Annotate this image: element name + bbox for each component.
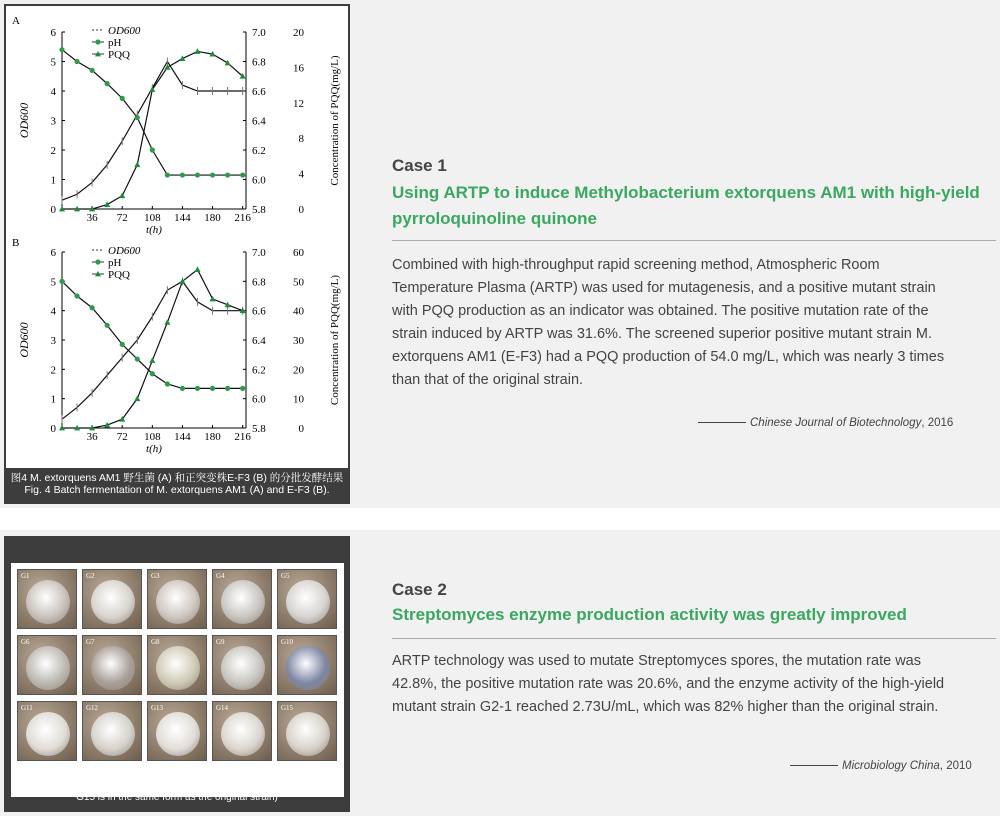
y-tick-label-pqq: 20 (293, 27, 304, 39)
colony-disc (26, 712, 70, 756)
case2-label: Case 2 (392, 580, 447, 599)
data-point-ph (135, 356, 140, 361)
data-point-ph (240, 172, 245, 177)
case2-journal: Microbiology China (842, 760, 940, 772)
y-tick-label-left: 2 (50, 364, 56, 377)
colony-g2 (82, 569, 142, 629)
colony-g15 (277, 701, 337, 761)
y-tick-label-ph: 6.6 (252, 305, 266, 318)
data-point-ph (90, 68, 95, 73)
colony-label: G15 (281, 704, 294, 712)
data-point-ph (225, 386, 230, 391)
data-point-pqq (104, 201, 110, 207)
y-tick-label-left: 5 (50, 56, 56, 69)
y-axis-label-right: Concentration of PQQ(mg/L) (329, 274, 341, 406)
data-point-pqq (134, 395, 140, 401)
case1-label: Case 1 (392, 156, 447, 175)
colony-g13 (147, 701, 207, 761)
colony-disc (26, 646, 70, 690)
x-tick-label: 72 (116, 431, 128, 443)
data-point-ph (150, 371, 155, 376)
colony-disc (221, 712, 265, 756)
colony-photo (11, 563, 344, 797)
colony-disc (156, 646, 200, 690)
y-tick-label-ph: 6.0 (252, 393, 266, 406)
panel-letter: A (12, 15, 20, 27)
data-point-ph (74, 59, 79, 64)
colony-disc (221, 580, 265, 624)
y-tick-label-ph: 6.2 (252, 145, 266, 157)
case1-year: 2016 (927, 417, 954, 429)
x-tick-label: 72 (116, 212, 128, 224)
y-tick-label-ph: 7.0 (252, 27, 266, 39)
data-point-ph (120, 96, 125, 101)
y-tick-label-left: 3 (50, 335, 56, 347)
y-tick-label-pqq: 30 (293, 335, 304, 347)
x-tick-label: 108 (144, 431, 161, 443)
y-tick-label-pqq: 0 (298, 423, 304, 435)
y-tick-label-left: 5 (50, 276, 56, 289)
colony-disc (26, 580, 70, 624)
data-point-ph (225, 172, 230, 177)
colony-g6 (17, 635, 77, 695)
y-tick-label-pqq: 0 (298, 204, 304, 216)
series-line-od600 (62, 62, 243, 201)
y-tick-label-pqq: 10 (293, 393, 304, 406)
data-point-ph (210, 172, 215, 177)
case1-figure-caption (4, 472, 350, 496)
y-tick-label-pqq: 8 (298, 133, 304, 146)
colony-g8 (147, 635, 207, 695)
y-axis-label-right: Concentration of PQQ(mg/L) (329, 55, 341, 186)
legend-marker-ph (95, 39, 100, 44)
legend-label: PQQ (108, 269, 131, 281)
fermentation-chart-svg (6, 6, 348, 468)
data-point-ph (165, 172, 170, 177)
colony-label: G11 (21, 704, 33, 712)
legend-marker-ph (95, 259, 100, 264)
y-tick-label-pqq: 20 (293, 364, 304, 377)
colony-g10 (277, 635, 337, 695)
y-tick-label-left: 4 (50, 305, 56, 318)
colony-label: G2 (86, 572, 95, 580)
colony-g11 (17, 701, 77, 761)
colony-disc (286, 580, 330, 624)
x-tick-label: 108 (144, 212, 161, 224)
case2-title: Streptomyces enzyme production activity was greatly improved (392, 605, 907, 624)
colony-disc (156, 580, 200, 624)
y-tick-label-ph: 6.4 (252, 115, 266, 128)
colony-disc (221, 646, 265, 690)
y-tick-label-pqq: 16 (293, 62, 304, 75)
colony-g1 (17, 569, 77, 629)
colony-label: G3 (151, 572, 160, 580)
colony-g3 (147, 569, 207, 629)
y-tick-label-left: 0 (50, 423, 56, 435)
x-tick-label: 36 (86, 212, 98, 224)
data-point-ph (180, 386, 185, 391)
x-axis-label: t(h) (146, 224, 162, 236)
case2-figure-caption: Typical colony characteristics after ARTP mutagenesis (g1-g14 is typical colony representatives with different morphology from the original strain; G15 is in the same form as the original strain) (17, 768, 337, 803)
y-tick-label-left: 2 (50, 145, 56, 157)
data-point-ph (120, 342, 125, 347)
x-tick-label: 144 (174, 431, 191, 443)
colony-g12 (82, 701, 142, 761)
x-tick-label: 180 (204, 212, 221, 224)
y-tick-label-left: 3 (50, 115, 56, 128)
colony-disc (91, 712, 135, 756)
y-tick-label-pqq: 50 (293, 276, 304, 289)
case2-figure (4, 536, 350, 812)
legend-label: pH (108, 257, 122, 269)
legend-label: pH (108, 37, 122, 49)
case1-divider (392, 240, 996, 241)
data-point-ph (195, 172, 200, 177)
fermentation-chart (6, 6, 348, 468)
y-tick-label-pqq: 4 (298, 168, 304, 181)
panel-letter: B (12, 237, 20, 249)
source-dash (790, 765, 838, 766)
data-point-ph (59, 47, 64, 52)
colony-g4 (212, 569, 272, 629)
y-tick-label-ph: 6.4 (252, 335, 266, 347)
case1-source: Chinese Journal of Biotechnology, 2016 (698, 417, 953, 429)
colony-label: G10 (281, 638, 294, 646)
colony-label: G5 (281, 572, 290, 580)
data-point-pqq (119, 193, 125, 199)
x-tick-label: 216 (234, 431, 251, 443)
case1-title: Using ARTP to induce Methylobacterium extorquens AM1 with high-yield pyrroloquinoline quinone (392, 183, 980, 228)
colony-g9 (212, 635, 272, 695)
y-tick-label-ph: 6.6 (252, 86, 266, 98)
legend-label: PQQ (108, 49, 131, 61)
data-point-ph (59, 279, 64, 284)
data-point-ph (74, 293, 79, 298)
data-point-pqq (134, 162, 140, 168)
data-point-pqq (210, 296, 216, 302)
y-tick-label-left: 6 (50, 27, 56, 39)
colony-g7 (82, 635, 142, 695)
x-tick-label: 144 (174, 212, 191, 224)
colony-label: G7 (86, 638, 95, 646)
legend-label: OD600 (108, 245, 141, 257)
colony-g14 (212, 701, 272, 761)
x-tick-label: 216 (234, 212, 251, 224)
data-point-pqq (225, 60, 231, 66)
colony-g5 (277, 569, 337, 629)
x-tick-label: 180 (204, 431, 221, 443)
data-point-ph (135, 115, 140, 120)
data-point-ph (240, 386, 245, 391)
data-point-pqq (194, 48, 200, 54)
y-tick-label-pqq: 12 (293, 97, 304, 110)
case2-body: ARTP technology was used to mutate Streptomyces spores, the mutation rate was 42.8%, the positive mutation rate was 20.6%, and the enzyme activity of the high-yield mutant strain G2-1 reached 2.73U/mL, which was 82% higher than the original strain. (392, 653, 945, 715)
y-tick-label-ph: 5.8 (252, 204, 266, 216)
legend-label: OD600 (108, 25, 141, 37)
y-axis-label-left: OD600 (17, 322, 31, 358)
y-tick-label-ph: 6.0 (252, 174, 266, 187)
y-tick-label-pqq: 40 (293, 305, 304, 318)
y-tick-label-pqq: 60 (293, 247, 304, 259)
colony-disc (156, 712, 200, 756)
data-point-pqq (194, 266, 200, 272)
data-point-ph (105, 323, 110, 328)
colony-label: G8 (151, 638, 160, 646)
colony-label: G13 (151, 704, 164, 712)
data-point-pqq (149, 357, 155, 363)
source-dash (698, 422, 746, 423)
colony-label: G14 (216, 704, 229, 712)
case2-divider (392, 638, 996, 639)
data-point-ph (90, 305, 95, 310)
y-tick-label-ph: 6.8 (252, 56, 266, 69)
data-point-ph (195, 386, 200, 391)
y-tick-label-ph: 7.0 (252, 247, 266, 259)
colony-disc (286, 712, 330, 756)
colony-disc (286, 646, 330, 690)
case2-source: Microbiology China, 2010 (790, 760, 972, 772)
x-axis-label: t(h) (146, 443, 162, 455)
data-point-ph (180, 172, 185, 177)
case1-journal: Chinese Journal of Biotechnology (750, 417, 922, 429)
y-tick-label-left: 1 (50, 174, 56, 187)
caption-en: Fig. 4 Batch fermentation of M. extorquens AM1 (A) and E-F3 (B). (24, 484, 330, 496)
y-tick-label-ph: 5.8 (252, 423, 266, 435)
y-tick-label-left: 6 (50, 247, 56, 259)
colony-disc (91, 580, 135, 624)
caption-cn: 图4 M. extorquens AM1 野生菌 (A) 和正突变株E-F3 (B) 的分批发酵结果 (10, 472, 344, 484)
case1-figure (4, 4, 350, 504)
colony-disc (91, 646, 135, 690)
data-point-ph (210, 386, 215, 391)
data-point-ph (150, 147, 155, 152)
x-tick-label: 36 (86, 431, 98, 443)
colony-label: G6 (21, 638, 30, 646)
series-line-pqq (62, 270, 243, 428)
data-point-pqq (164, 319, 170, 325)
data-point-ph (105, 81, 110, 86)
colony-grid (15, 567, 341, 767)
series-line-ph (62, 50, 243, 175)
colony-label: G12 (86, 704, 99, 712)
colony-label: G9 (216, 638, 225, 646)
y-tick-label-left: 1 (50, 393, 56, 406)
y-tick-label-ph: 6.8 (252, 276, 266, 289)
y-tick-label-left: 0 (50, 204, 56, 216)
y-tick-label-left: 4 (50, 86, 56, 98)
data-point-ph (165, 381, 170, 386)
case1-body: Combined with high-throughput rapid screening method, Atmospheric Room Temperature Plasma (ARTP) was used for mutagenesis, and a positive mutant strain with PQQ production as an indicator was obtained. The positive mutation rate of the strain induced by ARTP was 31.6%. The screened superior positive mutant strain M. extorquens AM1 (E-F3) had a PQQ production of 54.0 mg/L, which was nearly 3 times than that of the original strain. (392, 257, 945, 388)
colony-label: G4 (216, 572, 225, 580)
series-line-od600 (62, 281, 243, 419)
y-tick-label-ph: 6.2 (252, 364, 266, 377)
case2-year: 2010 (946, 760, 972, 772)
y-axis-label-left: OD600 (17, 102, 31, 139)
colony-label: G1 (21, 572, 30, 580)
